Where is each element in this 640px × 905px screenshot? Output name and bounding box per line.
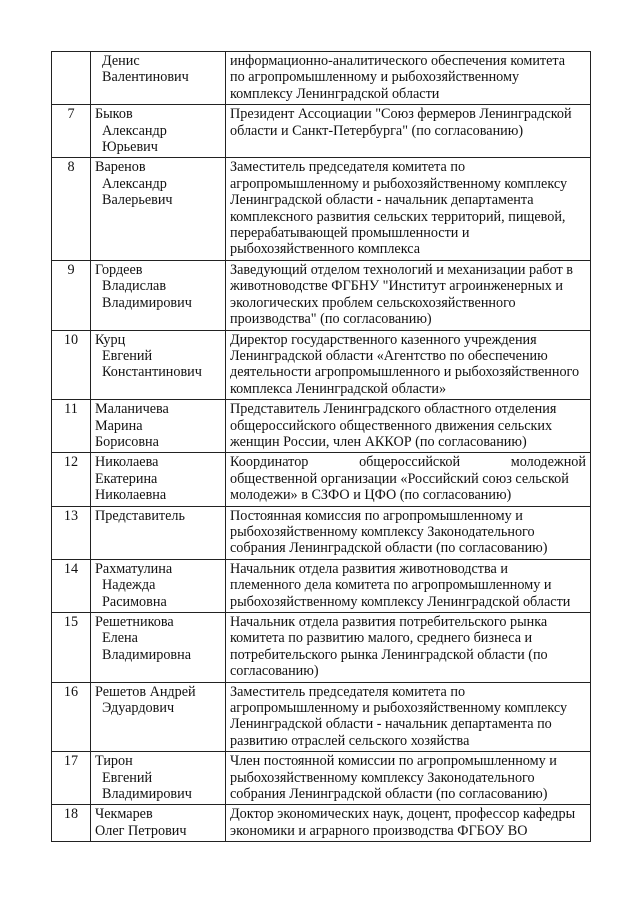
name-line: Николаева bbox=[95, 454, 159, 471]
name-line: Решетов Андрей bbox=[95, 683, 196, 700]
row-number: 8 bbox=[52, 158, 91, 260]
table-row bbox=[52, 260, 591, 330]
row-number bbox=[52, 52, 91, 105]
position-line: области и Санкт-Петербурга" (по согласованию) bbox=[230, 122, 524, 139]
table-row bbox=[52, 105, 591, 158]
table-row bbox=[52, 52, 591, 105]
name-line: Решетникова bbox=[95, 614, 174, 630]
name-line: Курц bbox=[95, 331, 126, 348]
table-row bbox=[52, 805, 591, 842]
row-number: 10 bbox=[52, 330, 91, 400]
position-line: Координатор общероссийской молодежной bbox=[230, 454, 586, 471]
member-position bbox=[226, 752, 591, 805]
position-line: рыбохозяйственному комплексу Законодательного bbox=[230, 769, 535, 786]
member-name bbox=[91, 805, 226, 842]
position-line: Постоянная комиссия по агропромышленному и bbox=[230, 507, 523, 524]
member-name bbox=[91, 453, 226, 506]
row-number: 12 bbox=[52, 453, 91, 506]
position-line: производства" (по согласованию) bbox=[230, 311, 432, 328]
position-line: собрания Ленинградской области (по согласованию) bbox=[230, 786, 548, 803]
member-name bbox=[91, 682, 226, 752]
member-position bbox=[226, 506, 591, 559]
position-line: Ленинградской области - начальник департамента bbox=[230, 192, 534, 209]
table-row bbox=[52, 453, 591, 506]
position-line: Начальник отдела развития потребительского рынка bbox=[230, 614, 548, 630]
row-number: 18 bbox=[52, 805, 91, 842]
position-line: Президент Ассоциации "Союз фермеров Ленинградской bbox=[230, 106, 572, 123]
name-line: Маланичева bbox=[95, 401, 169, 418]
position-line: комплексу Ленинградской области bbox=[230, 85, 440, 102]
row-number: 16 bbox=[52, 682, 91, 752]
name-line: Борисовна bbox=[95, 433, 159, 450]
position-line: по агропромышленному и рыбохозяйственному bbox=[230, 69, 520, 86]
name-line: Екатерина bbox=[95, 470, 158, 487]
name-line: Чекмарев bbox=[95, 806, 153, 823]
position-line: Заместитель председателя комитета по bbox=[230, 683, 466, 700]
position-line: рыбохозяйственному комплексу Законодательного bbox=[230, 523, 535, 540]
position-line: Начальник отдела развития животноводства и bbox=[230, 560, 508, 577]
name-line: Александр bbox=[102, 122, 167, 139]
position-line: молодежи» в СЗФО и ЦФО (по согласованию) bbox=[230, 487, 512, 504]
position-line: рыбохозяйственному комплексу Ленинградской области bbox=[230, 593, 571, 610]
name-line: Владимировна bbox=[102, 646, 191, 663]
member-name bbox=[91, 400, 226, 453]
position-line: комплекса Ленинградской области» bbox=[230, 380, 447, 397]
member-name bbox=[91, 52, 226, 105]
position-line: Заместитель председателя комитета по bbox=[230, 159, 466, 176]
table-row bbox=[52, 613, 591, 683]
position-line: Ленинградской области «Агентство по обеспечению bbox=[230, 347, 548, 364]
members-table bbox=[51, 51, 591, 842]
name-line: Денис bbox=[102, 53, 140, 69]
position-line: Доктор экономических наук, доцент, профессор кафедры bbox=[230, 806, 576, 823]
name-line: Варенов bbox=[95, 159, 146, 176]
member-name bbox=[91, 105, 226, 158]
position-line: агропромышленному и рыбохозяйственному комплексу bbox=[230, 175, 568, 192]
member-position bbox=[226, 613, 591, 683]
member-position bbox=[226, 158, 591, 260]
name-line: Тирон bbox=[95, 753, 133, 770]
table-row bbox=[52, 330, 591, 400]
position-line: общероссийского общественного движения сельских bbox=[230, 417, 553, 434]
name-line: Евгений bbox=[102, 769, 153, 786]
position-line: Директор государственного казенного учреждения bbox=[230, 331, 537, 348]
table-row bbox=[52, 506, 591, 559]
member-name bbox=[91, 559, 226, 612]
position-line: экологических проблем сельскохозяйственного bbox=[230, 294, 516, 311]
member-position bbox=[226, 330, 591, 400]
name-line: Валентинович bbox=[102, 69, 189, 86]
name-line: Александр bbox=[102, 175, 167, 192]
member-name bbox=[91, 613, 226, 683]
row-number: 7 bbox=[52, 105, 91, 158]
table-row bbox=[52, 158, 591, 260]
position-line: информационно-аналитического обеспечения комитета bbox=[230, 53, 566, 69]
position-line: Член постоянной комиссии по агропромышленному и bbox=[230, 753, 557, 770]
table-row bbox=[52, 400, 591, 453]
position-line: женщин России, член АККОР (по согласованию) bbox=[230, 433, 527, 450]
position-line: общественной организации «Российский союз сельской bbox=[230, 470, 569, 487]
name-line: Николаевна bbox=[95, 487, 167, 504]
row-number: 9 bbox=[52, 260, 91, 330]
position-line: агропромышленному и рыбохозяйственному комплексу bbox=[230, 700, 568, 717]
position-line: Заведующий отделом технологий и механизации работ в bbox=[230, 261, 573, 278]
name-line: Расимовна bbox=[102, 593, 167, 610]
table-row bbox=[52, 752, 591, 805]
member-position bbox=[226, 400, 591, 453]
name-line: Быков bbox=[95, 106, 133, 123]
name-line: Владимирович bbox=[102, 294, 192, 311]
member-name bbox=[91, 330, 226, 400]
member-position bbox=[226, 559, 591, 612]
position-line: согласованию) bbox=[230, 663, 319, 680]
name-line: Юрьевич bbox=[102, 139, 158, 156]
position-line: комитета по развитию малого, среднего бизнеса и bbox=[230, 630, 533, 647]
member-name bbox=[91, 158, 226, 260]
name-line: Эдуардович bbox=[102, 700, 175, 717]
member-position bbox=[226, 52, 591, 105]
position-line: комплексного развития сельских территорий, пищевой, bbox=[230, 208, 566, 225]
name-line: Владислав bbox=[102, 278, 167, 295]
member-position bbox=[226, 105, 591, 158]
position-line: животноводстве ФГБНУ "Институт агроинженерных и bbox=[230, 278, 563, 295]
position-line: Представитель Ленинградского областного отделения bbox=[230, 401, 557, 418]
row-number: 17 bbox=[52, 752, 91, 805]
position-line: племенного дела комитета по агропромышленному и bbox=[230, 577, 552, 594]
name-line: Валерьевич bbox=[102, 192, 173, 209]
position-line: перерабатывающей промышленности и bbox=[230, 225, 470, 242]
position-line: рыбохозяйственного комплекса bbox=[230, 241, 420, 258]
position-line: собрания Ленинградской области (по согласованию) bbox=[230, 540, 548, 557]
name-line: Представитель bbox=[95, 507, 185, 524]
position-line: развитию отраслей сельского хозяйства bbox=[230, 732, 470, 749]
member-name bbox=[91, 506, 226, 559]
name-line: Гордеев bbox=[95, 261, 143, 278]
row-number: 13 bbox=[52, 506, 91, 559]
name-line: Евгений bbox=[102, 347, 153, 364]
member-name bbox=[91, 260, 226, 330]
row-number: 15 bbox=[52, 613, 91, 683]
member-position bbox=[226, 805, 591, 842]
member-position bbox=[226, 453, 591, 506]
member-position bbox=[226, 260, 591, 330]
row-number: 11 bbox=[52, 400, 91, 453]
member-name bbox=[91, 752, 226, 805]
row-number: 14 bbox=[52, 559, 91, 612]
name-line: Рахматулина bbox=[95, 560, 173, 577]
position-line: Ленинградской области - начальник департамента по bbox=[230, 716, 552, 733]
member-position bbox=[226, 682, 591, 752]
table-row bbox=[52, 682, 591, 752]
name-line: Константинович bbox=[102, 364, 202, 381]
name-line: Владимирович bbox=[102, 786, 192, 803]
position-line: деятельности агропромышленного и рыбохозяйственного bbox=[230, 364, 580, 381]
position-line: потребительского рынка Ленинградской области (по bbox=[230, 646, 548, 663]
name-line: Елена bbox=[102, 630, 138, 647]
position-line: экономики и аграрного производства ФГБОУ ВО bbox=[230, 822, 528, 839]
name-line: Олег Петрович bbox=[95, 822, 187, 839]
name-line: Марина bbox=[95, 417, 143, 434]
table-row bbox=[52, 559, 591, 612]
name-line: Надежда bbox=[102, 577, 156, 594]
